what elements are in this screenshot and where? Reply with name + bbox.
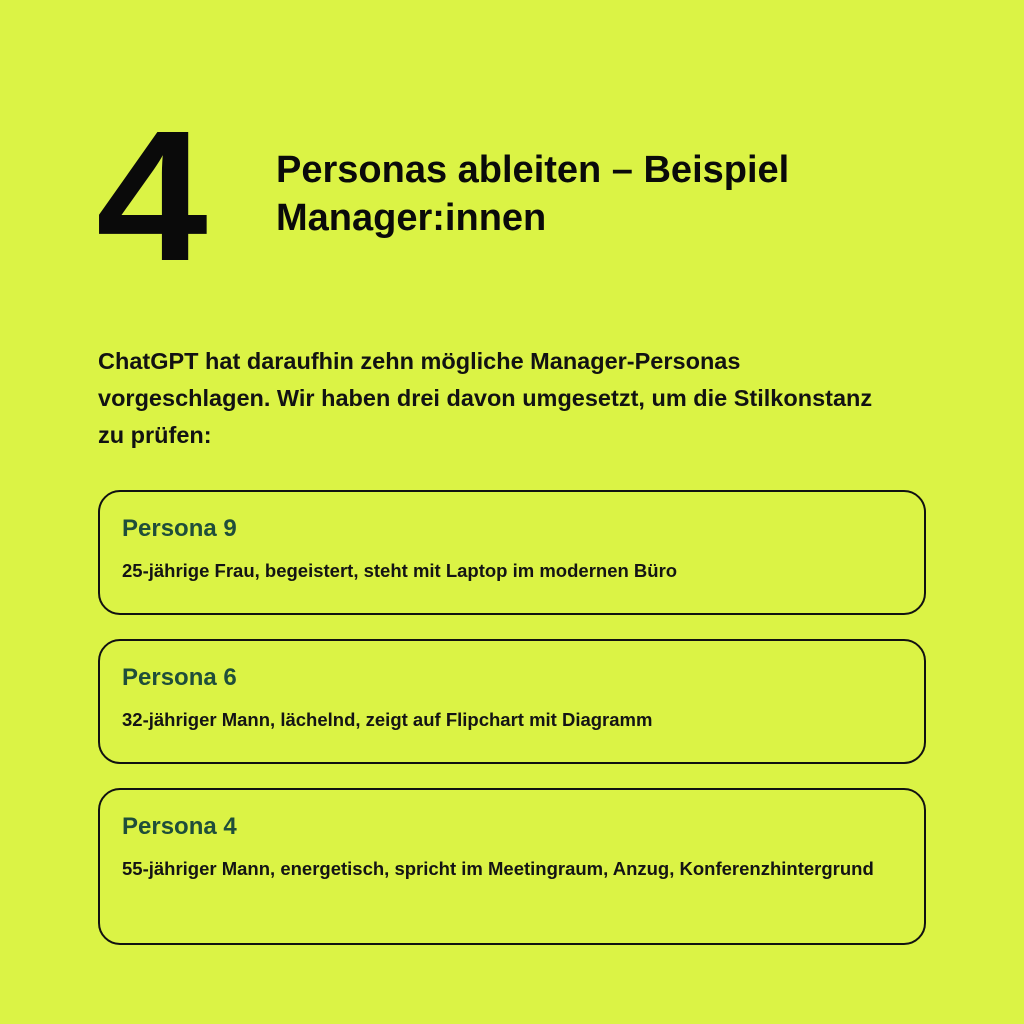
persona-card-title: Persona 6	[122, 664, 237, 691]
page-title-line-2: Manager:innen	[276, 197, 547, 239]
persona-card-6	[98, 639, 926, 764]
persona-card-title: Persona 9	[122, 515, 237, 542]
intro-paragraph: ChatGPT hat daraufhin zehn mögliche Manager-Personas vorgeschlagen. Wir haben drei davon umgesetzt, um die Stilkonstanz zu prüfen:	[98, 348, 873, 448]
page-title	[276, 146, 976, 242]
persona-card-description: 55-jähriger Mann, energetisch, spricht im Meetingraum, Anzug, Konferenzhintergrund	[122, 858, 874, 879]
persona-card-9	[98, 490, 926, 615]
persona-card-title: Persona 4	[122, 813, 237, 840]
step-number: 4	[96, 93, 204, 300]
persona-card-description: 25-jährige Frau, begeistert, steht mit Laptop im modernen Büro	[122, 560, 678, 581]
page-title-line-1: Personas ableiten – Beispiel	[276, 149, 790, 191]
persona-card-description: 32-jähriger Mann, lächelnd, zeigt auf Flipchart mit Diagramm	[122, 709, 653, 730]
persona-card-4	[98, 788, 926, 945]
